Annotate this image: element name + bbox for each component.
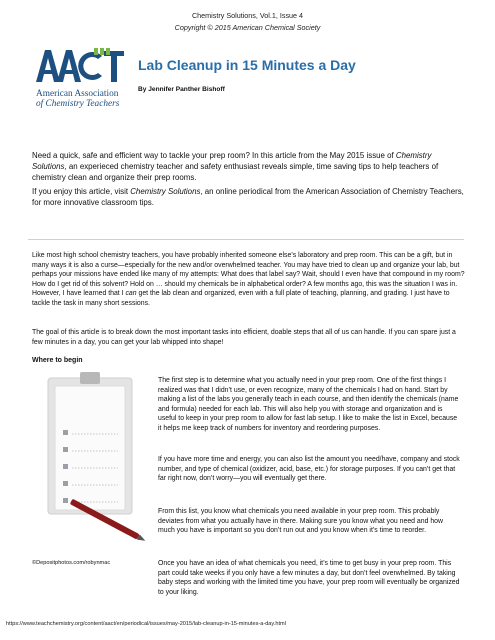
copyright-line: Copyright © 2015 American Chemical Society	[174, 23, 321, 32]
right-paragraph-3: From this list, you know what chemicals you need available in your prep room. This probably deviates from what you actually have in there. Making sure you know what you need and how much you have is important so you don’t run out and you know when it’s time to reorder.	[158, 508, 443, 535]
body-paragraph-1	[32, 251, 468, 309]
body-p1-text-b: get the lab clean and organized, even with a full plate of teaching, planning, and grading. I just have to tackle the task in many short sessions.	[32, 290, 450, 307]
logo-line-1: American Association	[36, 89, 119, 99]
byline: By Jennifer Panther Bishoff	[138, 86, 225, 93]
body-p1-emphasis: can	[125, 290, 137, 298]
logo-line-2: of Chemistry Teachers	[36, 99, 120, 109]
intro-p1-emphasis: Chemistry Solutions	[32, 151, 432, 172]
intro-paragraph-1	[32, 150, 464, 184]
source-url: https://www.teachchemistry.org/content/aact/en/periodical/issues/may-2015/lab-cleanup-in-15-minutes-a-day.html	[6, 621, 286, 627]
intro-p2-emphasis: Chemistry Solutions	[130, 187, 201, 196]
intro-p1-text-a: Need a quick, safe and efficient way to tackle your prep room? In this article from the May 2015 issue of	[32, 151, 396, 160]
clipboard-icon	[30, 372, 152, 548]
publication-header: Chemistry Solutions, Vol.1, Issue 4	[191, 11, 304, 20]
aact-logo-mark	[36, 48, 128, 84]
intro-p1-text-b: , an experieced chemistry teacher and safety enthusiast reveals simple, time saving tips to help teachers of chemistry clean and organize their prep rooms.	[32, 162, 439, 183]
aact-logo	[36, 48, 128, 109]
right-paragraph-2: If you have more time and energy, you can also list the amount you need/have, company and stock number, and type of chemical (oxidizer, acid, base, etc.) for storage purposes. If you can’t get that far right now, don’t worry—you will eventually get there.	[158, 456, 460, 483]
body-paragraph-2: The goal of this article is to break down the most important tasks into efficient, doable steps that all of us can handle. If you can spare just a few minutes in a day, you can get your lab whipped into shape!	[32, 329, 456, 346]
intro-paragraph-2	[32, 186, 464, 208]
section-heading: Where to begin	[32, 357, 83, 364]
intro-p2-text-a: If you enjoy this article, visit	[32, 187, 131, 196]
image-credit: ©Depositphotos.com/robynmac	[32, 560, 111, 566]
section-divider	[28, 239, 464, 240]
body-p1-text-a: Like most high school chemistry teachers, you have probably inherited someone else’s laboratory and prep room. This can be a gift, but in many ways it is also a curse—especially for the new and/or overwhelmed teacher. You may have tried to clean up and organize your lab, but perhaps your missions have ended like many of my attempts: What does that label say? Wait, should I even have that compound in my room? How do I get rid of this solvent? Hold on … should my chemicals be in alphabetical order? A few months ago, this was the situation I was in. However, I have learned that I	[32, 252, 465, 298]
right-paragraph-4: Once you have an idea of what chemicals you need, it’s time to get busy in your prep room. This part could take weeks if you only have a few minutes a day, but don’t feel overwhelmed. By taking baby steps and working with the limited time you have, your prep room will eventually be organized to your liking.	[158, 560, 460, 596]
article-title: Lab Cleanup in 15 Minutes a Day	[138, 57, 356, 73]
intro-p2-text-b: , an online periodical from the American Association of Chemistry Teachers, for more innovative classroom tips.	[32, 187, 464, 208]
clipboard-illustration	[30, 372, 152, 548]
right-paragraph-1: The first step is to determine what you actually need in your prep room. One of the first things I realized was that I didn’t use, or even recognize, many of the chemicals I had on hand. Start by making a list of the labs you generally teach in each course, and then identify the chemicals (name and formula) needed for each lab. This will also help you with storage and organization and is useful to keep in your prep room to allow for fast lab setup. I like to make the list in Excel, because it helps me keep track of numbers for inventory and reordering purposes.	[158, 377, 459, 432]
